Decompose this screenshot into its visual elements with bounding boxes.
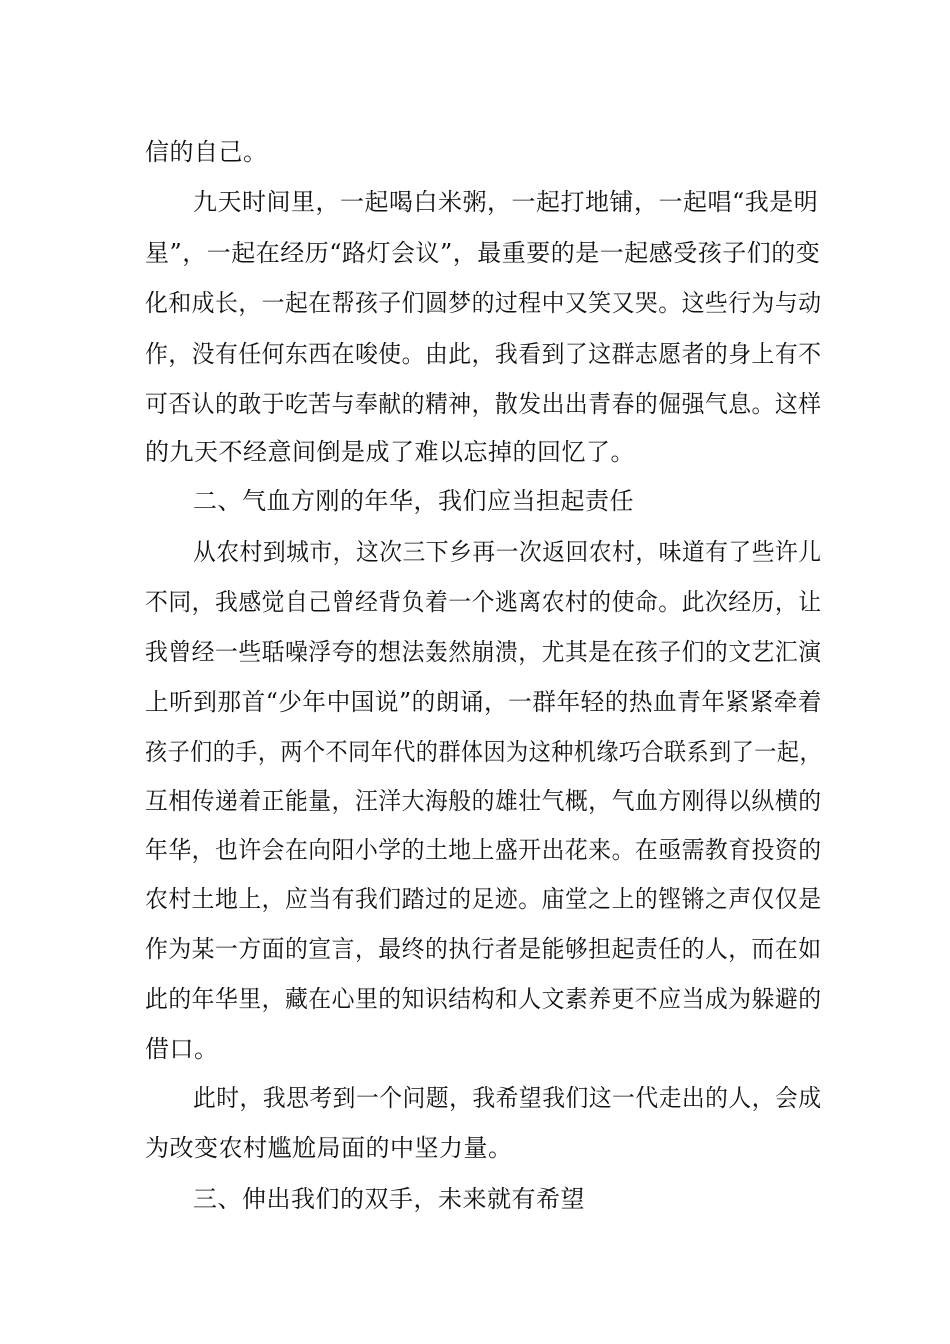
paragraph-line: 此的年华里，藏在心里的知识结构和人文素养更不应当成为躲避的: [145, 985, 822, 1013]
paragraph-line: 作为某一方面的宣言，最终的执行者是能够担起责任的人，而在如: [145, 935, 822, 963]
paragraph-line: 星”，一起在经历“路灯会议”，最重要的是一起感受孩子们的变: [145, 239, 821, 267]
paragraph-line: 农村土地上，应当有我们踏过的足迹。庙堂之上的铿锵之声仅仅是: [145, 885, 822, 913]
paragraph-line: 从农村到城市，这次三下乡再一次返回农村，味道有了些许儿: [193, 538, 822, 566]
paragraph-line: 年华，也许会在向阳小学的土地上盛开出花来。在亟需教育投资的: [145, 836, 822, 864]
paragraph-line: 可否认的敢于吃苦与奉献的精神，散发出出青春的倔强气息。这样: [145, 390, 822, 418]
paragraph-line: 九天时间里，一起喝白米粥，一起打地铺，一起唱“我是明: [193, 188, 819, 216]
paragraph-line: 不同，我感觉自己曾经背负着一个逃离农村的使命。此次经历，让: [145, 588, 822, 616]
paragraph-line: 作，没有任何东西在唆使。由此，我看到了这群志愿者的身上有不: [145, 340, 822, 368]
paragraph-line: 为改变农村尴尬局面的中坚力量。: [145, 1134, 513, 1162]
paragraph-line: 借口。: [145, 1035, 219, 1063]
section-heading-2: 二、气血方刚的年华，我们应当担起责任: [193, 487, 634, 515]
section-heading-3: 三、伸出我们的双手，未来就有希望: [193, 1185, 585, 1213]
paragraph-continuation-line: 信的自己。: [145, 138, 268, 166]
paragraph-line: 孩子们的手，两个不同年代的群体因为这种机缘巧合联系到了一起，: [145, 738, 823, 766]
paragraph-line: 上听到那首“少年中国说”的朗诵，一群年轻的热血青年紧紧牵着: [145, 688, 823, 716]
paragraph-line: 的九天不经意间倒是成了难以忘掉的回忆了。: [145, 438, 635, 466]
paragraph-line: 化和成长，一起在帮孩子们圆梦的过程中又笑又哭。这些行为与动: [145, 289, 822, 317]
paragraph-line: 我曾经一些聒噪浮夸的想法轰然崩溃，尤其是在孩子们的文艺汇演: [145, 638, 822, 666]
paragraph-line: 互相传递着正能量，汪洋大海般的雄壮气概，气血方刚得以纵横的: [145, 787, 822, 815]
paragraph-line: 此时，我思考到一个问题，我希望我们这一代走出的人，会成: [193, 1084, 822, 1112]
